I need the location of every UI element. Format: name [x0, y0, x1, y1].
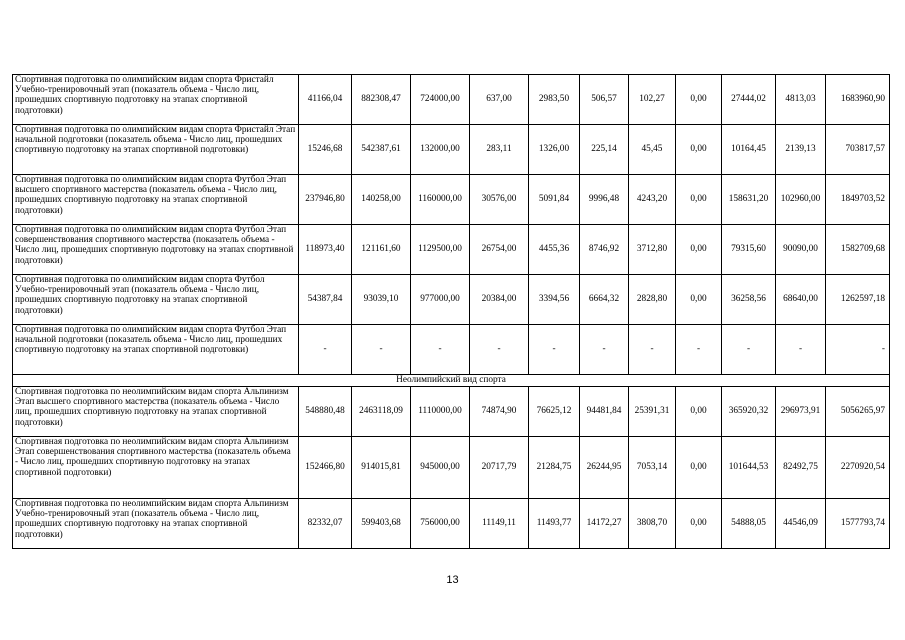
table-row: [13, 499, 890, 549]
value-cell: 2139,13: [776, 125, 826, 175]
row-description: Спортивная подготовка по олимпийским видам спорта Футбол Этап совершенствования спортивного мастерства (показатель объема - Число лиц, прошедших спортивную подготовку на этапах спортивной подготовки): [13, 225, 299, 275]
section-header-row: [13, 375, 890, 387]
value-cell: -: [352, 325, 411, 375]
value-cell: 90090,00: [776, 225, 826, 275]
row-total-cell: 1582709,68: [826, 225, 890, 275]
value-cell: 1160000,00: [411, 175, 470, 225]
row-total-cell: -: [826, 325, 890, 375]
value-cell: 10164,45: [722, 125, 776, 175]
section-header: Неолимпийский вид спорта: [13, 375, 890, 387]
value-cell: 0,00: [676, 499, 722, 549]
table-body: [13, 75, 890, 549]
row-total-cell: 1849703,52: [826, 175, 890, 225]
value-cell: 26244,95: [580, 437, 629, 499]
table-row: [13, 437, 890, 499]
value-cell: 0,00: [676, 75, 722, 125]
value-cell: 15246,68: [299, 125, 352, 175]
value-cell: -: [722, 325, 776, 375]
value-cell: 977000,00: [411, 275, 470, 325]
value-cell: 44546,09: [776, 499, 826, 549]
value-cell: 11149,11: [470, 499, 529, 549]
page-number: 13: [446, 574, 459, 586]
value-cell: 79315,60: [722, 225, 776, 275]
value-cell: -: [411, 325, 470, 375]
table-row: [13, 275, 890, 325]
value-cell: 1110000,00: [411, 387, 470, 437]
value-cell: 152466,80: [299, 437, 352, 499]
value-cell: 132000,00: [411, 125, 470, 175]
value-cell: 0,00: [676, 175, 722, 225]
row-total-cell: 5056265,97: [826, 387, 890, 437]
value-cell: 4455,36: [529, 225, 580, 275]
value-cell: 3394,56: [529, 275, 580, 325]
value-cell: 26754,00: [470, 225, 529, 275]
value-cell: 158631,20: [722, 175, 776, 225]
value-cell: 7053,14: [629, 437, 676, 499]
value-cell: -: [629, 325, 676, 375]
value-cell: 41166,04: [299, 75, 352, 125]
row-total-cell: 2270920,54: [826, 437, 890, 499]
value-cell: 74874,90: [470, 387, 529, 437]
value-cell: 756000,00: [411, 499, 470, 549]
value-cell: 82332,07: [299, 499, 352, 549]
value-cell: 27444,02: [722, 75, 776, 125]
value-cell: 724000,00: [411, 75, 470, 125]
value-cell: 21284,75: [529, 437, 580, 499]
value-cell: 94481,84: [580, 387, 629, 437]
value-cell: 2828,80: [629, 275, 676, 325]
row-description: Спортивная подготовка по олимпийским видам спорта Футбол Этап высшего спортивного мастерства (показатель объема - Число лиц, прошедших спортивную подготовку на этапах спортивной подготовки): [13, 175, 299, 225]
table-row: [13, 125, 890, 175]
row-description: Спортивная подготовка по неолимпийским видам спорта Альпинизм Этап совершенствования спортивного мастерства (показатель объема - Число лиц, прошедших спортивную подготовку на этапах спортивной подготовки): [13, 437, 299, 499]
value-cell: 8746,92: [580, 225, 629, 275]
value-cell: -: [470, 325, 529, 375]
value-cell: 118973,40: [299, 225, 352, 275]
value-cell: 54888,05: [722, 499, 776, 549]
budget-table: [12, 74, 890, 549]
value-cell: 882308,47: [352, 75, 411, 125]
value-cell: -: [580, 325, 629, 375]
value-cell: 1129500,00: [411, 225, 470, 275]
value-cell: 2983,50: [529, 75, 580, 125]
value-cell: 45,45: [629, 125, 676, 175]
value-cell: 225,14: [580, 125, 629, 175]
value-cell: 54387,84: [299, 275, 352, 325]
value-cell: 365920,32: [722, 387, 776, 437]
value-cell: 5091,84: [529, 175, 580, 225]
value-cell: 20717,79: [470, 437, 529, 499]
value-cell: 4813,03: [776, 75, 826, 125]
value-cell: 121161,60: [352, 225, 411, 275]
value-cell: -: [776, 325, 826, 375]
value-cell: 25391,31: [629, 387, 676, 437]
value-cell: 296973,91: [776, 387, 826, 437]
row-total-cell: 1577793,74: [826, 499, 890, 549]
value-cell: 506,57: [580, 75, 629, 125]
value-cell: -: [676, 325, 722, 375]
value-cell: 0,00: [676, 437, 722, 499]
value-cell: 237946,80: [299, 175, 352, 225]
value-cell: -: [529, 325, 580, 375]
value-cell: 3808,70: [629, 499, 676, 549]
value-cell: 20384,00: [470, 275, 529, 325]
value-cell: 93039,10: [352, 275, 411, 325]
row-description: Спортивная подготовка по олимпийским видам спорта Футбол Этап начальной подготовки (показатель объема - Число лиц, прошедших спортивную подготовку на этапах спортивной подготовки): [13, 325, 299, 375]
value-cell: 140258,00: [352, 175, 411, 225]
value-cell: 542387,61: [352, 125, 411, 175]
value-cell: 82492,75: [776, 437, 826, 499]
value-cell: 68640,00: [776, 275, 826, 325]
row-total-cell: 1262597,18: [826, 275, 890, 325]
table-row: [13, 175, 890, 225]
row-total-cell: 703817,57: [826, 125, 890, 175]
table-row: [13, 225, 890, 275]
value-cell: 548880,48: [299, 387, 352, 437]
value-cell: 11493,77: [529, 499, 580, 549]
row-description: Спортивная подготовка по неолимпийским видам спорта Альпинизм Этап высшего спортивного мастерства (показатель объема - Число лиц, прошедших спортивную подготовку на этапах спортивной подготовки): [13, 387, 299, 437]
value-cell: -: [299, 325, 352, 375]
value-cell: 102960,00: [776, 175, 826, 225]
table-row: [13, 387, 890, 437]
value-cell: 102,27: [629, 75, 676, 125]
row-description: Спортивная подготовка по олимпийским видам спорта Фристайл Учебно-тренировочный этап (показатель объема - Число лиц, прошедших спортивную подготовку на этапах спортивной подготовки): [13, 75, 299, 125]
value-cell: 1326,00: [529, 125, 580, 175]
value-cell: 0,00: [676, 275, 722, 325]
row-description: Спортивная подготовка по неолимпийским видам спорта Альпинизм Учебно-тренировочный этап (показатель объема - Число лиц, прошедших спортивную подготовку на этапах спортивной подготовки): [13, 499, 299, 549]
value-cell: 2463118,09: [352, 387, 411, 437]
table-row: [13, 325, 890, 375]
value-cell: 9996,48: [580, 175, 629, 225]
value-cell: 4243,20: [629, 175, 676, 225]
value-cell: 945000,00: [411, 437, 470, 499]
value-cell: 14172,27: [580, 499, 629, 549]
table-row: [13, 75, 890, 125]
value-cell: 0,00: [676, 387, 722, 437]
value-cell: 914015,81: [352, 437, 411, 499]
value-cell: 0,00: [676, 125, 722, 175]
value-cell: 283,11: [470, 125, 529, 175]
value-cell: 36258,56: [722, 275, 776, 325]
value-cell: 3712,80: [629, 225, 676, 275]
value-cell: 0,00: [676, 225, 722, 275]
row-total-cell: 1683960,90: [826, 75, 890, 125]
value-cell: 101644,53: [722, 437, 776, 499]
value-cell: 6664,32: [580, 275, 629, 325]
value-cell: 30576,00: [470, 175, 529, 225]
row-description: Спортивная подготовка по олимпийским видам спорта Фристайл Этап начальной подготовки (показатель объема - Число лиц, прошедших спортивную подготовку на этапах спортивной подготовки): [13, 125, 299, 175]
value-cell: 599403,68: [352, 499, 411, 549]
row-description: Спортивная подготовка по олимпийским видам спорта Футбол Учебно-тренировочный этап (показатель объема - Число лиц, прошедших спортивную подготовку на этапах спортивной подготовки): [13, 275, 299, 325]
value-cell: 637,00: [470, 75, 529, 125]
value-cell: 76625,12: [529, 387, 580, 437]
